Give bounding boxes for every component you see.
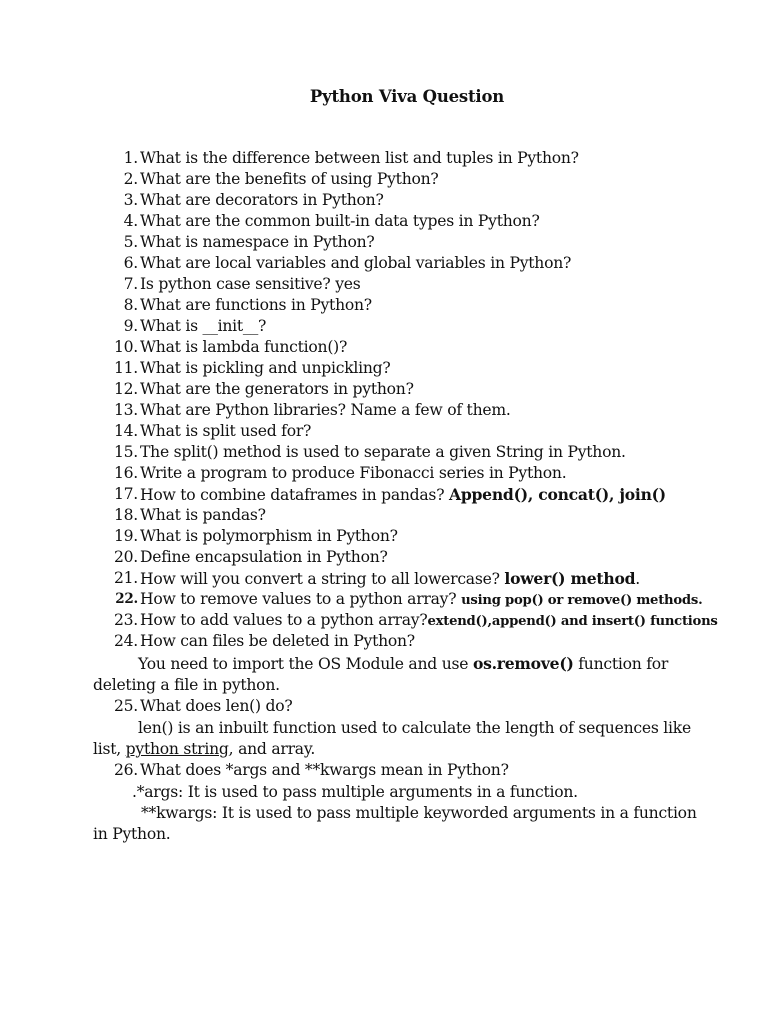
- answer-text: **kwargs: It is used to pass multiple keyworded arguments in a function: [141, 804, 697, 822]
- question-list: [93, 148, 718, 845]
- list-item: [94, 358, 694, 379]
- list-item: [94, 696, 694, 717]
- answer-text: deleting a file in python.: [93, 676, 280, 694]
- question-text: What is the difference between list and tuples in Python?: [140, 149, 579, 167]
- list-item: [94, 190, 694, 211]
- question-text: What is polymorphism in Python?: [140, 527, 398, 545]
- question-text-plain: How will you convert a string to all lowercase?: [140, 570, 505, 588]
- list-number: 10.: [113, 338, 138, 356]
- question-text: What is namespace in Python?: [140, 233, 375, 251]
- list-number: 8.: [123, 296, 138, 314]
- list-item: [94, 169, 694, 190]
- list-number: 26.: [113, 761, 138, 779]
- document-title: Python Viva Question: [309, 87, 505, 106]
- list-number: 11.: [113, 359, 138, 377]
- list-number: 17.: [113, 485, 138, 503]
- question-text: What does len() do?: [140, 697, 293, 715]
- list-item: [94, 274, 694, 295]
- question-text: What is lambda function()?: [140, 338, 348, 356]
- list-item: [94, 463, 694, 484]
- question-text: What are local variables and global variables in Python?: [140, 254, 572, 272]
- question-text: Define encapsulation in Python?: [140, 548, 388, 566]
- question-text: What is __init__?: [140, 317, 267, 335]
- answer-paragraph: [94, 653, 694, 674]
- list-item: [94, 568, 694, 589]
- list-number: 14.: [113, 422, 138, 440]
- list-item: [94, 760, 694, 781]
- answer-text: len() is an inbuilt function used to calculate the length of sequences like: [138, 719, 691, 737]
- question-text: [140, 484, 666, 506]
- list-item: [94, 316, 694, 337]
- question-text: What are the generators in python?: [140, 380, 414, 398]
- question-text: The split() method is used to separate a given String in Python.: [140, 443, 626, 461]
- list-item: [94, 295, 694, 316]
- question-text: What does *args and **kwargs mean in Python?: [140, 761, 509, 779]
- question-text: What are the common built-in data types in Python?: [140, 212, 540, 230]
- answer-text: , and array.: [228, 740, 316, 758]
- answer-paragraph: [94, 718, 694, 739]
- list-item: [94, 379, 694, 400]
- list-item: [94, 337, 694, 358]
- answer-text: list,: [93, 740, 126, 758]
- list-number: 6.: [123, 254, 138, 272]
- answer-text: .*args: It is used to pass multiple arguments in a function.: [132, 783, 578, 801]
- question-text-after: .: [635, 570, 640, 588]
- question-text: What is pandas?: [140, 506, 266, 524]
- question-text: What are Python libraries? Name a few of them.: [140, 401, 511, 419]
- list-number: 1.: [123, 149, 138, 167]
- answer-bold: Append(), concat(), join(): [449, 485, 666, 504]
- answer-text: function for: [573, 655, 669, 673]
- list-number: 4.: [123, 212, 138, 230]
- list-number: 19.: [113, 527, 138, 545]
- question-text-plain: How to remove values to a python array?: [140, 590, 462, 608]
- answer-bold: os.remove(): [472, 654, 574, 673]
- question-text-plain: How to add values to a python array?: [140, 611, 428, 629]
- question-text: How can files be deleted in Python?: [140, 632, 415, 650]
- list-number: 24.: [113, 632, 138, 650]
- answer-bold: using pop() or remove() methods.: [461, 593, 703, 608]
- list-item: [94, 526, 694, 547]
- python-string-link[interactable]: python string: [125, 740, 229, 758]
- answer-bold: lower() method: [504, 569, 636, 588]
- answer-bold: extend(),append() and insert() functions: [427, 614, 718, 629]
- list-number: 9.: [123, 317, 138, 335]
- list-item: [94, 232, 694, 253]
- list-number: 13.: [113, 401, 138, 419]
- list-item: [94, 589, 703, 610]
- list-item: [94, 400, 694, 421]
- list-number: 2.: [123, 170, 138, 188]
- list-item: [94, 505, 694, 526]
- list-item: [94, 148, 694, 169]
- answer-paragraph: [94, 803, 697, 824]
- question-text: What is split used for?: [140, 422, 312, 440]
- list-number: 20.: [113, 548, 138, 566]
- list-number: 12.: [113, 380, 138, 398]
- question-text: [140, 610, 718, 632]
- question-text: What are functions in Python?: [140, 296, 372, 314]
- answer-text: in Python.: [93, 825, 171, 843]
- list-number: 15.: [113, 443, 138, 461]
- question-text-plain: How to combine dataframes in pandas?: [140, 486, 450, 504]
- list-number: 18.: [113, 506, 138, 524]
- question-text: [140, 589, 702, 611]
- answer-paragraph: [93, 824, 693, 845]
- question-text: What are decorators in Python?: [140, 191, 384, 209]
- question-text: What is pickling and unpickling?: [140, 359, 391, 377]
- list-number: 25.: [113, 697, 138, 715]
- list-number: 16.: [113, 464, 138, 482]
- list-number: 22.: [115, 591, 138, 607]
- list-number: 7.: [123, 275, 138, 293]
- list-number: 21.: [113, 569, 138, 587]
- question-text: What are the benefits of using Python?: [140, 170, 439, 188]
- list-item: [94, 610, 718, 631]
- list-item: [94, 547, 694, 568]
- list-item: [94, 442, 694, 463]
- list-number: 23.: [113, 611, 138, 629]
- list-number: 5.: [123, 233, 138, 251]
- answer-paragraph: [94, 782, 694, 803]
- list-item: [94, 631, 694, 652]
- answer-paragraph: [93, 739, 693, 760]
- list-item: [94, 211, 694, 232]
- answer-text: You need to import the OS Module and use: [138, 655, 473, 673]
- list-item: [94, 253, 694, 274]
- question-text: Write a program to produce Fibonacci series in Python.: [140, 464, 567, 482]
- list-item: [94, 421, 694, 442]
- question-text: [140, 568, 640, 590]
- answer-paragraph: [93, 675, 693, 696]
- question-text: Is python case sensitive? yes: [140, 275, 361, 293]
- list-item: [94, 484, 694, 505]
- list-number: 3.: [123, 191, 138, 209]
